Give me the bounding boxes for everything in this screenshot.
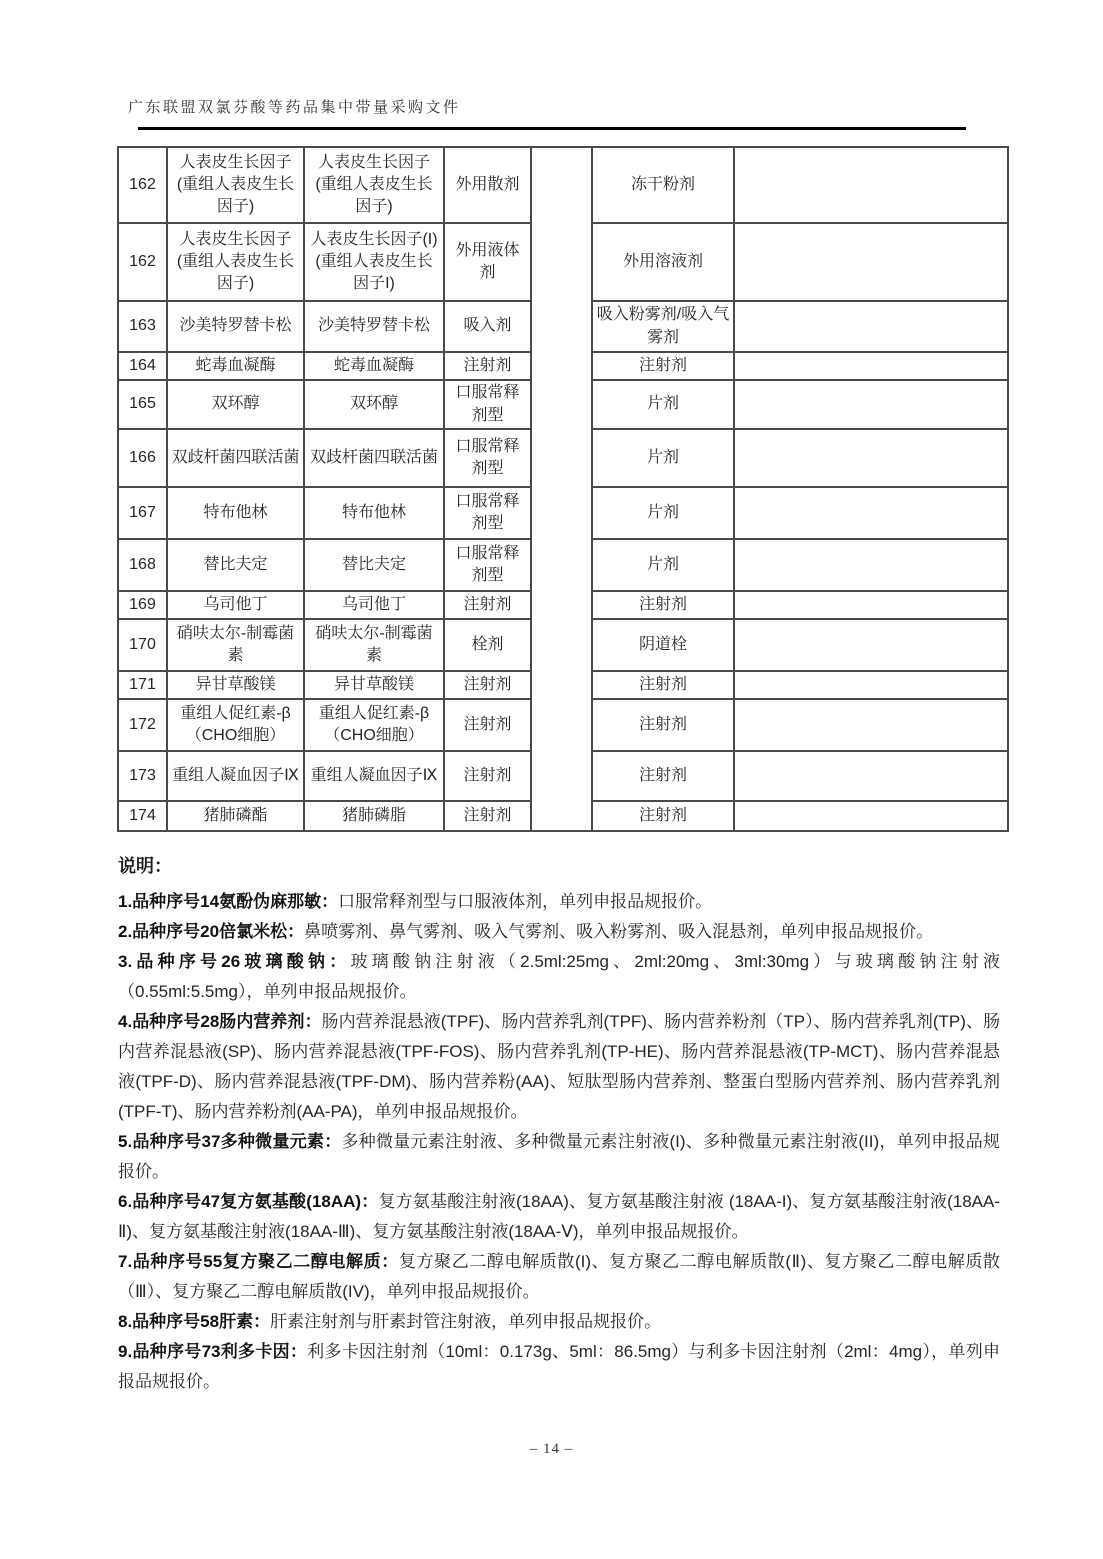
row-number-cell: 165 — [118, 380, 167, 429]
generic-name-cell: 双歧杆菌四联活菌 — [167, 429, 304, 487]
matched-form-cell: 吸入粉雾剂/吸入气雾剂 — [592, 301, 734, 352]
row-number-cell: 164 — [118, 352, 167, 380]
blank-cell — [734, 751, 1008, 801]
note-item — [118, 1307, 1000, 1337]
generic-name-cell: 硝呋太尔-制霉菌素 — [167, 619, 304, 671]
notes-section — [118, 852, 1000, 1397]
dosage-form-cell: 注射剂 — [444, 591, 531, 619]
blank-cell — [734, 487, 1008, 539]
dosage-form-cell: 外用液体剂 — [444, 223, 531, 301]
page-header-title: 广东联盟双氯芬酸等药品集中带量采购文件 — [128, 99, 461, 116]
row-number-cell: 171 — [118, 671, 167, 699]
header-rule — [138, 127, 966, 130]
matched-form-cell: 片剂 — [592, 487, 734, 539]
dosage-form-cell: 注射剂 — [444, 801, 531, 831]
matched-form-cell: 外用溶液剂 — [592, 223, 734, 301]
matched-form-cell: 注射剂 — [592, 671, 734, 699]
note-label: 5.品种序号37多种微量元素： — [118, 1132, 342, 1151]
generic-name-cell: 双环醇 — [167, 380, 304, 429]
note-item — [118, 1187, 1000, 1247]
note-label: 9.品种序号73利多卡因： — [118, 1342, 308, 1361]
note-text: 肠内营养混悬液(TPF)、肠内营养乳剂(TPF)、肠内营养粉剂（TP）、肠内营养乳剂(TP)、肠内营养混悬液(SP)、肠内营养混悬液(TPF-FOS)、肠内营养乳剂(TP-HE)、肠内营养混悬液(TP-MCT)、肠内营养混悬液(TPF-D)、肠内营养混悬液(TPF-DM)、肠内营养粉(AA)、短肽型肠内营养剂、整蛋白型肠内营养剂、肠内营养乳剂(TPF-T)、肠内营养粉剂(AA-PA)，单列申报品规报价。 — [118, 1012, 1000, 1121]
note-text: 利多卡因注射剂（10ml：0.173g、5ml：86.5mg）与利多卡因注射剂（2ml：4mg），单列申报品规报价。 — [118, 1342, 1000, 1391]
note-text: 玻璃酸钠注射液（2.5ml:25mg、2ml:20mg、3ml:30mg）与玻璃酸钠注射液（0.55ml:5.5mg），单列申报品规报价。 — [118, 952, 1000, 1001]
product-name-cell: 替比夫定 — [304, 539, 444, 591]
product-name-cell: 异甘草酸镁 — [304, 671, 444, 699]
row-number-cell: 166 — [118, 429, 167, 487]
blank-cell — [734, 591, 1008, 619]
note-item — [118, 947, 1000, 1007]
dosage-form-cell: 注射剂 — [444, 699, 531, 751]
note-label: 1.品种序号14氨酚伪麻那敏： — [118, 892, 339, 911]
generic-name-cell: 重组人凝血因子Ⅸ — [167, 751, 304, 801]
dosage-form-cell: 口服常释剂型 — [444, 487, 531, 539]
matched-form-cell: 冻干粉剂 — [592, 147, 734, 223]
note-label: 6.品种序号47复方氨基酸(18AA)： — [118, 1192, 379, 1211]
note-item — [118, 887, 1000, 917]
row-number-cell: 162 — [118, 147, 167, 223]
matched-form-cell: 注射剂 — [592, 352, 734, 380]
blank-cell — [734, 699, 1008, 751]
product-name-cell: 猪肺磷脂 — [304, 801, 444, 831]
note-label: 4.品种序号28肠内营养剂： — [118, 1012, 322, 1031]
product-name-cell: 重组人凝血因子Ⅸ — [304, 751, 444, 801]
dosage-form-cell: 注射剂 — [444, 751, 531, 801]
separator-cell — [531, 147, 592, 831]
dosage-form-cell: 口服常释剂型 — [444, 380, 531, 429]
dosage-form-cell: 口服常释剂型 — [444, 429, 531, 487]
blank-cell — [734, 301, 1008, 352]
row-number-cell: 169 — [118, 591, 167, 619]
product-name-cell: 沙美特罗替卡松 — [304, 301, 444, 352]
generic-name-cell: 人表皮生长因子(重组人表皮生长因子) — [167, 147, 304, 223]
blank-cell — [734, 801, 1008, 831]
note-item — [118, 1127, 1000, 1187]
generic-name-cell: 乌司他丁 — [167, 591, 304, 619]
blank-cell — [734, 539, 1008, 591]
note-item — [118, 1337, 1000, 1397]
note-text: 肝素注射剂与肝素封管注射液，单列申报品规报价。 — [270, 1312, 662, 1331]
product-name-cell: 硝呋太尔-制霉菌素 — [304, 619, 444, 671]
note-text: 鼻喷雾剂、鼻气雾剂、吸入气雾剂、吸入粉雾剂、吸入混悬剂，单列申报品规报价。 — [304, 922, 934, 941]
generic-name-cell: 替比夫定 — [167, 539, 304, 591]
drug-match-table — [117, 146, 1009, 832]
row-number-cell: 168 — [118, 539, 167, 591]
product-name-cell: 双环醇 — [304, 380, 444, 429]
matched-form-cell: 片剂 — [592, 380, 734, 429]
note-text: 复方聚乙二醇电解质散(I)、复方聚乙二醇电解质散(Ⅱ)、复方聚乙二醇电解质散（Ⅲ）、复方聚乙二醇电解质散(IV)，单列申报品规报价。 — [118, 1252, 1001, 1301]
row-number-cell: 167 — [118, 487, 167, 539]
note-label: 2.品种序号20倍氯米松： — [118, 922, 305, 941]
page-number: – 14 – — [529, 1441, 574, 1457]
row-number-cell: 170 — [118, 619, 167, 671]
product-name-cell: 双歧杆菌四联活菌 — [304, 429, 444, 487]
row-number-cell: 162 — [118, 223, 167, 301]
note-text: 复方氨基酸注射液(18AA)、复方氨基酸注射液 (18AA-I)、复方氨基酸注射液(18AA-Ⅱ)、复方氨基酸注射液(18AA-Ⅲ)、复方氨基酸注射液(18AA-Ⅴ)，单列申报品规报价。 — [118, 1192, 1000, 1241]
row-number-cell: 174 — [118, 801, 167, 831]
generic-name-cell: 重组人促红素-β（CHO细胞） — [167, 699, 304, 751]
generic-name-cell: 人表皮生长因子(重组人表皮生长因子) — [167, 223, 304, 301]
matched-form-cell: 注射剂 — [592, 801, 734, 831]
generic-name-cell: 沙美特罗替卡松 — [167, 301, 304, 352]
match-table-body — [118, 147, 1008, 831]
notes-heading: 说明： — [118, 856, 172, 876]
note-text: 口服常释剂型与口服液体剂，单列申报品规报价。 — [338, 892, 713, 911]
product-name-cell: 特布他林 — [304, 487, 444, 539]
blank-cell — [734, 619, 1008, 671]
matched-form-cell: 阴道栓 — [592, 619, 734, 671]
generic-name-cell: 异甘草酸镁 — [167, 671, 304, 699]
blank-cell — [734, 429, 1008, 487]
matched-form-cell: 片剂 — [592, 429, 734, 487]
generic-name-cell: 蛇毒血凝酶 — [167, 352, 304, 380]
row-number-cell: 172 — [118, 699, 167, 751]
note-label: 7.品种序号55复方聚乙二醇电解质： — [118, 1252, 399, 1271]
blank-cell — [734, 671, 1008, 699]
dosage-form-cell: 注射剂 — [444, 352, 531, 380]
generic-name-cell: 特布他林 — [167, 487, 304, 539]
product-name-cell: 蛇毒血凝酶 — [304, 352, 444, 380]
row-number-cell: 163 — [118, 301, 167, 352]
product-name-cell: 人表皮生长因子(重组人表皮生长因子) — [304, 147, 444, 223]
note-item — [118, 917, 1000, 947]
note-label: 8.品种序号58肝素： — [118, 1312, 271, 1331]
product-name-cell: 乌司他丁 — [304, 591, 444, 619]
notes-list — [118, 887, 1000, 1397]
dosage-form-cell: 吸入剂 — [444, 301, 531, 352]
note-label: 3.品种序号26玻璃酸钠： — [118, 952, 351, 971]
matched-form-cell: 注射剂 — [592, 699, 734, 751]
product-name-cell: 人表皮生长因子(I) (重组人表皮生长因子I) — [304, 223, 444, 301]
blank-cell — [734, 352, 1008, 380]
dosage-form-cell: 外用散剂 — [444, 147, 531, 223]
product-name-cell: 重组人促红素-β（CHO细胞） — [304, 699, 444, 751]
note-text: 多种微量元素注射液、多种微量元素注射液(I)、多种微量元素注射液(II)，单列申报品规报价。 — [118, 1132, 1001, 1181]
generic-name-cell: 猪肺磷酯 — [167, 801, 304, 831]
blank-cell — [734, 147, 1008, 223]
blank-cell — [734, 223, 1008, 301]
dosage-form-cell: 口服常释剂型 — [444, 539, 531, 591]
blank-cell — [734, 380, 1008, 429]
matched-form-cell: 注射剂 — [592, 751, 734, 801]
note-item — [118, 1007, 1000, 1127]
row-number-cell: 173 — [118, 751, 167, 801]
dosage-form-cell: 注射剂 — [444, 671, 531, 699]
note-item — [118, 1247, 1000, 1307]
matched-form-cell: 片剂 — [592, 539, 734, 591]
matched-form-cell: 注射剂 — [592, 591, 734, 619]
table-row — [118, 147, 1008, 223]
dosage-form-cell: 栓剂 — [444, 619, 531, 671]
